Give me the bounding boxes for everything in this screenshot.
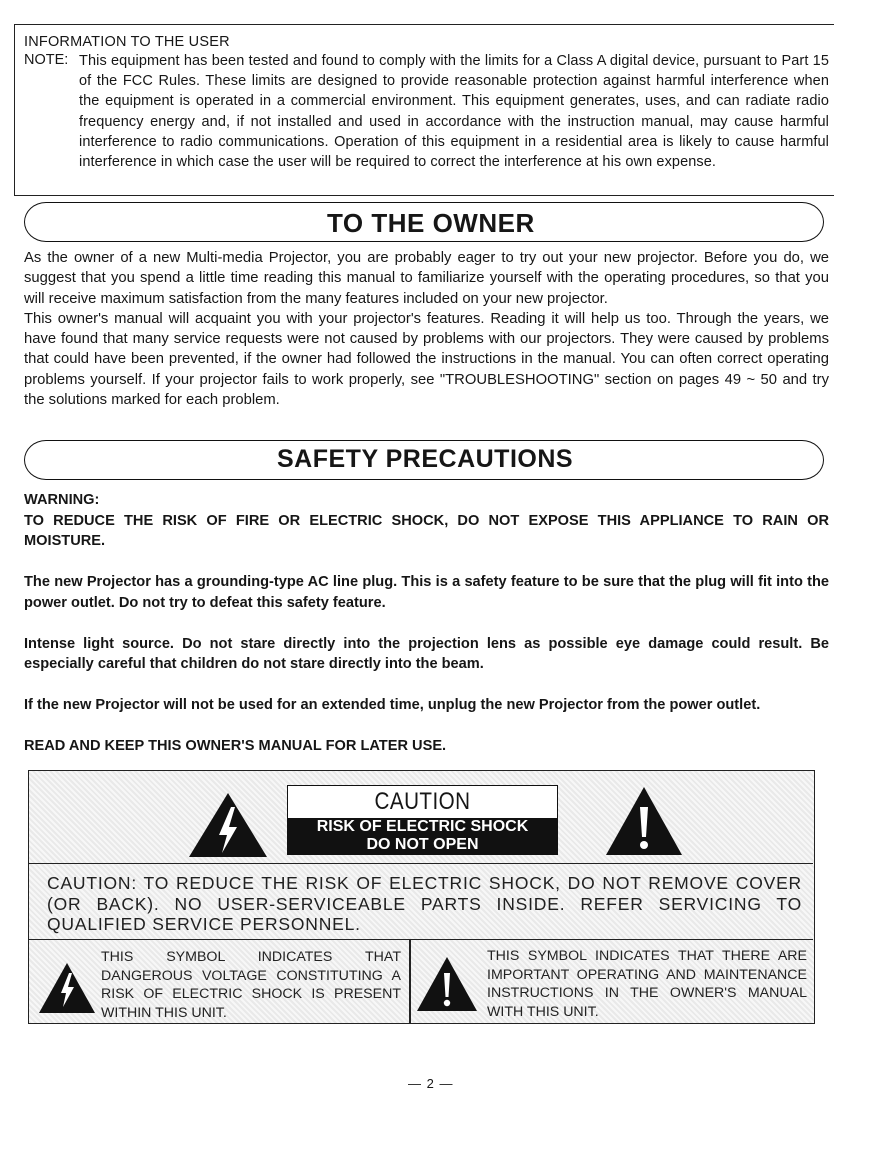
safety-heading: SAFETY PRECAUTIONS — [277, 445, 574, 473]
caution-line-1: RISK OF ELECTRIC SHOCK — [316, 818, 529, 835]
caution-main-panel — [29, 863, 813, 940]
caution-symbol-panel — [29, 939, 813, 1023]
exclamation-warning-icon — [604, 785, 684, 857]
light-text: Intense light source. Do not stare directly into the projection lens as possible eye damage could result. Be especially careful that children do not stare directly into the beam. — [24, 635, 829, 672]
caution-black-band — [288, 818, 557, 854]
instruction-symbol-text: THIS SYMBOL INDICATES THAT THERE ARE IMPORTANT OPERATING AND MAINTENANCE INSTRUCTIONS IN THE OWNER'S MANUAL WITH THIS UNIT. — [487, 948, 807, 1020]
keep-text: READ AND KEEP THIS OWNER'S MANUAL FOR LATER USE. — [24, 738, 447, 754]
info-title: INFORMATION TO THE USER — [24, 34, 230, 50]
electric-shock-warning-icon — [187, 791, 269, 859]
caution-main-text: CAUTION: TO REDUCE THE RISK OF ELECTRIC SHOCK, DO NOT REMOVE COVER (OR BACK). NO USER-SERVICEABLE PARTS INSIDE. REFER SERVICING TO QUALIFIED SERVICE PERSONNEL. — [47, 873, 802, 934]
electric-shock-symbol-icon — [37, 961, 97, 1015]
caution-line-2: DO NOT OPEN — [366, 836, 479, 853]
warning-text: TO REDUCE THE RISK OF FIRE OR ELECTRIC SHOCK, DO NOT EXPOSE THIS APPLIANCE TO RAIN OR MOISTURE. — [24, 512, 829, 549]
note-text: This equipment has been tested and found to comply with the limits for a Class A digital device, pursuant to Part 15 of the FCC Rules. These limits are designed to provide reasonable protection against harmful interference when the equipment is operated in a commercial environment. This equipment generates, uses, and can radiate radio frequency energy and, if not installed and used in accordance with the instruction manual, may cause harmful interference to radio communications. Operation of this equipment in a residential area is likely to cause harmful interference in which case the user will be required to correct the interference at his own expense. — [79, 53, 829, 171]
caution-top-panel — [29, 771, 813, 864]
owner-paragraph-2: This owner's manual will acquaint you with your projector's features. Reading it will help us too. Through the years, we have found that many service requests were not caused by problems with our projectors. They were caused by problems that could have been prevented, if the owner had followed the instructions in the manual. You can often correct operating problems yourself. If your projector fails to work properly, see "TROUBLESHOOTING" section on pages 49 ~ 50 and try the solutions marked for each problem. — [24, 310, 829, 409]
owner-banner — [24, 202, 824, 242]
warning-label: WARNING: — [24, 492, 100, 508]
note-label: NOTE: — [24, 52, 69, 68]
plug-text: The new Projector has a grounding-type AC line plug. This is a safety feature to be sure that the plug will fit into the power outlet. Do not try to defeat this safety feature. — [24, 574, 829, 611]
page-number: — 2 — — [408, 1076, 454, 1091]
caution-box — [28, 770, 815, 1024]
owner-paragraph-1: As the owner of a new Multi-media Projector, you are probably eager to try out your new projector. Before you do, we suggest that you spend a little time reading this manual to familiarize yourself with the operating procedures, so that you will receive maximum satisfaction from the many features included on your new projector. — [24, 250, 829, 307]
owner-section — [24, 248, 829, 410]
voltage-symbol-text: THIS SYMBOL INDICATES THAT DANGEROUS VOLTAGE CONSTITUTING A RISK OF ELECTRIC SHOCK IS PRESENT WITHIN THIS UNIT. — [101, 949, 401, 1021]
safety-banner — [24, 440, 824, 480]
caution-divider — [409, 939, 411, 1023]
owner-heading: TO THE OWNER — [327, 208, 535, 238]
unplug-text: If the new Projector will not be used for an extended time, unplug the new Projector from the power outlet. — [24, 697, 761, 713]
caution-label — [287, 785, 558, 855]
caution-heading: CAUTION — [374, 788, 471, 815]
safety-section — [24, 490, 829, 757]
exclamation-symbol-icon — [415, 955, 479, 1013]
